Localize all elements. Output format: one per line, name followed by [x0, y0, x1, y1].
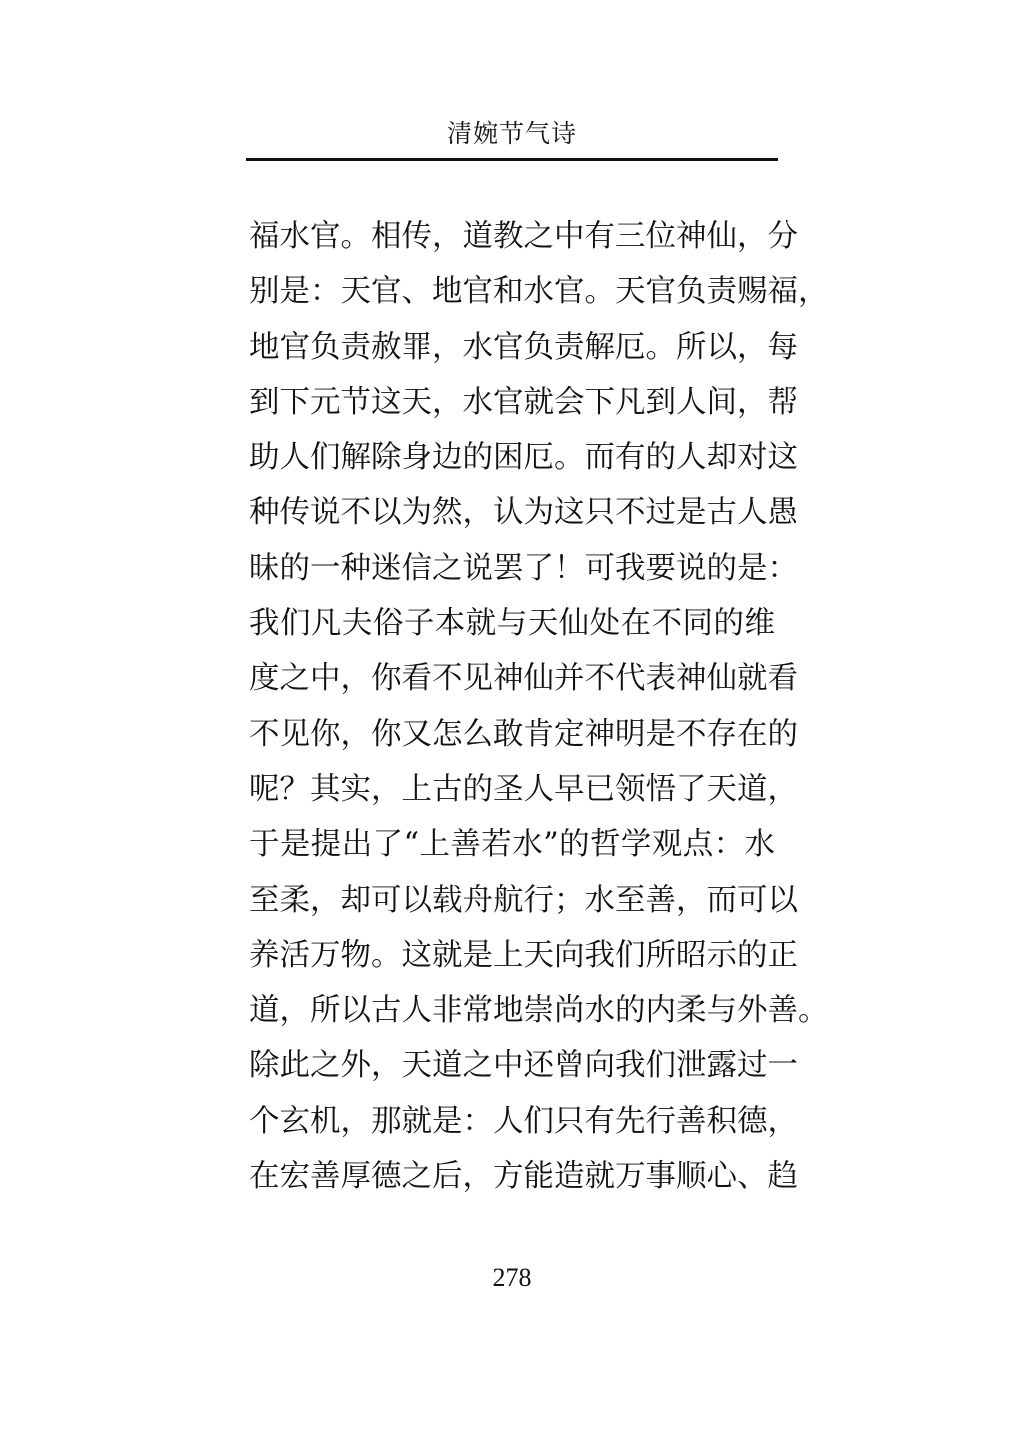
- text-line: 种传说不以为然，认为这只不过是古人愚: [249, 495, 798, 531]
- page-number: 278: [492, 1263, 532, 1292]
- text-line: 到下元节这天，水官就会下凡到人间，帮: [249, 384, 798, 420]
- text-line: 度之中，你看不见神仙并不代表神仙就看: [249, 661, 798, 697]
- text-line: 不见你，你又怎么敢肯定神明是不存在的: [249, 716, 798, 752]
- header-divider: [246, 158, 778, 161]
- text-line: 助人们解除身边的困厄。而有的人却对这: [249, 440, 798, 476]
- body-text: [249, 215, 829, 1210]
- running-header-title: 清婉节气诗: [446, 119, 577, 148]
- text-line: 于是提出了“上善若水”的哲学观点：水: [249, 827, 775, 863]
- text-line: 我们凡夫俗子本就与天仙处在不同的维: [249, 606, 775, 642]
- text-line: 地官负责赦罪，水官负责解厄。所以，每: [249, 329, 798, 365]
- text-line: 至柔，却可以载舟航行；水至善，而可以: [249, 882, 798, 918]
- text-line: 养活万物。这就是上天向我们所昭示的正: [249, 937, 798, 973]
- text-line: 福水官。相传，道教之中有三位神仙，分: [249, 219, 798, 254]
- text-line: 呢？其实，上古的圣人早已领悟了天道，: [249, 771, 798, 807]
- text-line: 在宏善厚德之后，方能造就万事顺心、趋: [249, 1159, 798, 1195]
- text-line: 别是：天官、地官和水官。天官负责赐福，: [249, 274, 829, 310]
- text-line: 个玄机，那就是：人们只有先行善积德，: [249, 1103, 798, 1139]
- text-line: 道，所以古人非常地崇尚水的内柔与外善。: [249, 993, 829, 1029]
- text-line: 除此之外，天道之中还曾向我们泄露过一: [249, 1048, 798, 1084]
- text-line: 昧的一种迷信之说罢了！可我要说的是：: [249, 550, 798, 586]
